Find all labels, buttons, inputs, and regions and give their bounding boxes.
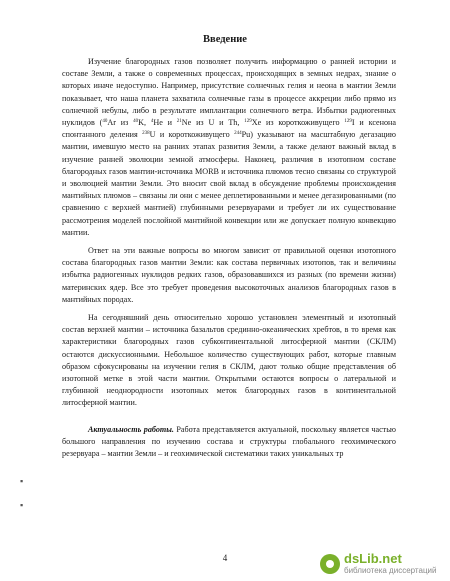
paragraph-intro: Изучение благородных газов позволяет получить информацию о ранней истории и составе Земли, а также о современных процессах, происходящих в земных недрах, знание о которых иначе недоступно. Например, присутствие солнечных гелия и неона в мантии Земли показывает, что наша планета захватила солнечные газы в процессе аккреции либо прямо из солнечной небулы, либо в результате имплантации солнечного ветра. Избытки радиогенных нуклидов ($^{40}$Ar из $^{40}$K, $^4$He и $^{21}$Ne из U и Th, $^{129}$Xe из короткоживущего $^{129}$I и ксенона спонтанного деления $^{238}$U и короткоживущего $^{244}$Pu) указывают на масштабную дегазацию мантии, имевшую место на ранних этапах развития Земли, а также делают важный вклад в изучение ранней эволюции земной атмосферы. Наконец, различия в изотопном составе благородных газов мантии-источника MORB и источника плюмов тесно связаны со структурой и эволюцией мантии Земли. Это вносит свой вклад в обсуждение проблемы происхождения мантийных плюмов – связаны ли они с менее деплетированными и менее дегазированными (по сравнению с верхней мантией) глубинными резервуарами и требует ли их существование рассмотрения моделей послойной мантийной конвекции или же допускает полную конвекцию мантии. bbox=[62, 57, 397, 237]
watermark-subtitle: библиотека диссертаций bbox=[344, 566, 437, 575]
watermark-brand: dsLib.net bbox=[344, 551, 402, 566]
paragraph-relevance bbox=[62, 424, 396, 461]
margin-mark: ▪ bbox=[20, 500, 24, 510]
watermark[interactable] bbox=[316, 550, 446, 578]
relevance-text: Работа представляется актуальной, поскольку является частью большого направления по изучению состава и структуры глобального геохимического резервуара – мантии Земли – и геохимической систематики таких уникальных тр bbox=[62, 424, 396, 459]
page-number: 4 bbox=[222, 553, 228, 563]
document-body bbox=[62, 56, 396, 460]
relevance-label: Актуальность работы. bbox=[88, 424, 174, 434]
paragraph-answer: Ответ на эти важные вопросы во многом зависит от правильной оценки изотопного состава благородных газов мантии Земли: как состава первичных изотопов, так и величины избытка радиогенных нуклидов редких газов, образовавшихся из разных (по времени жизни) материнских ядер. Все это требует проведения высокоточных анализов благородных газов в мантийных породах. bbox=[62, 246, 396, 304]
page-title: Введение bbox=[203, 34, 247, 45]
paragraph-current-state: На сегодняшний день относительно хорошо установлен элементный и изотопный состав верхней мантии – источника базальтов срединно-океанических хребтов, в то время как характеристики благородных газов субконтинентальной литосферной мантии (СКЛМ) остаются дискуссионными. Небольшое количество существующих работ, которые главным образом сфокусированы на изучении гелия в СКЛМ, дают только общие представления об изотопной метке в этой части мантии. Открытыми остаются вопросы о латеральной и глубинной неоднородности изотопных меток благородных газов в континентальной литосферной мантии. bbox=[62, 313, 396, 408]
dslib-logo-icon bbox=[320, 554, 340, 574]
margin-mark: ▪ bbox=[20, 476, 24, 486]
